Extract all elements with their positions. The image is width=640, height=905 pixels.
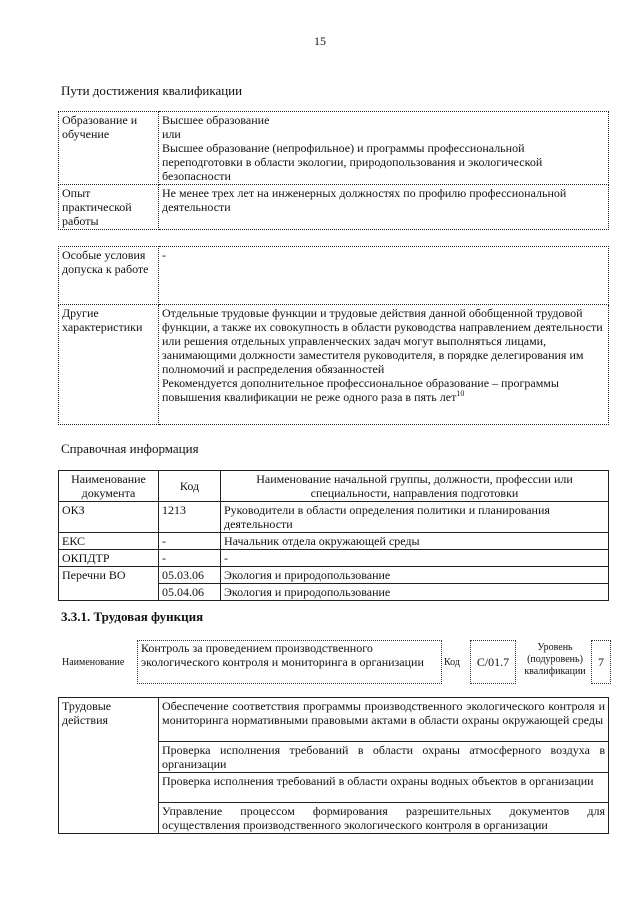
reference-table [58, 470, 609, 601]
row-label: Трудовые действия [59, 698, 159, 834]
row-label: Особые условия допуска к работе [59, 247, 159, 305]
function-level-label: Уровень (подуровень) квалификации [524, 642, 586, 677]
table-row [59, 567, 609, 584]
recommendation-text: Рекомендуется дополнительное профессиональное образование – программы повышения квалификации не реже одного раза в пять лет$^{10}$ [162, 376, 559, 404]
table-row [59, 533, 609, 550]
table-row [59, 185, 609, 230]
action-item: Управление процессом формирования разрешительных документов для осуществления производственного экологического контроля в организации [159, 803, 609, 834]
footnote-mark: 10 [456, 389, 465, 398]
action-item: Обеспечение соответствия программы производственного экологического контроля и мониторинга нормативными правовыми актами в области охраны окружающей среды [159, 698, 609, 742]
column-header: Наименование документа [59, 471, 159, 502]
row-value: Не менее трех лет на инженерных должностях по профилю профессиональной деятельности [159, 185, 609, 230]
function-level-value: 7 [591, 640, 611, 684]
cell-doc: ОКЗ [59, 502, 159, 533]
table-header-row [59, 471, 609, 502]
cell-code: 05.04.06 [159, 584, 221, 601]
function-name-label: Наименование [62, 657, 125, 668]
table-row [59, 112, 609, 185]
column-header: Код [159, 471, 221, 502]
section-heading-function: 3.3.1. Трудовая функция [61, 609, 204, 624]
table-row [59, 502, 609, 533]
cell-doc: ЕКС [59, 533, 159, 550]
cell-name: Экология и природопользование [221, 584, 609, 601]
column-header: Наименование начальной группы, должности, профессии или специальности, направления подготовки [221, 471, 609, 502]
action-item: Проверка исполнения требований в области охраны водных объектов в организации [159, 773, 609, 803]
row-label: Опыт практической работы [59, 185, 159, 230]
conditions-table [58, 246, 609, 425]
qualification-paths-table [58, 111, 609, 230]
function-code-label: Код [444, 657, 460, 668]
cell-doc: ОКПДТР [59, 550, 159, 567]
cell-name: - [221, 550, 609, 567]
labor-actions-table [58, 697, 609, 834]
function-name-value: Контроль за проведением производственного экологического контроля и мониторинга в организации [137, 640, 442, 684]
other-characteristics-text: Отдельные трудовые функции и трудовые действия данной обобщенной трудовой функции, а также их совокупность в области руководства направлением деятельности или решения отдельных управленческих задач могут выполняться лицами, занимающими должности заместителя руководителя, в порядке делегирования им полномочий и распределения обязанностей [162, 306, 603, 376]
table-row [59, 305, 609, 425]
cell-name: Руководители в области определения политики и планирования деятельности [221, 502, 609, 533]
cell-doc: Перечни ВО [59, 567, 159, 601]
page-number: 15 [314, 34, 326, 48]
cell-code: - [159, 533, 221, 550]
cell-code: 1213 [159, 502, 221, 533]
table-row [59, 698, 609, 742]
cell-code: - [159, 550, 221, 567]
cell-name: Начальник отдела окружающей среды [221, 533, 609, 550]
row-value: - [159, 247, 609, 305]
cell-name: Экология и природопользование [221, 567, 609, 584]
row-value [159, 305, 609, 425]
function-code-value: C/01.7 [470, 640, 516, 684]
row-value: Высшее образование или Высшее образование (непрофильное) и программы профессиональной переподготовки в области экологии, природопользования и экологической безопасности [159, 112, 609, 185]
cell-code: 05.03.06 [159, 567, 221, 584]
section-heading-reference: Справочная информация [61, 441, 199, 456]
row-label: Образование и обучение [59, 112, 159, 185]
section-heading-qualification-paths: Пути достижения квалификации [61, 83, 243, 98]
table-row [59, 550, 609, 567]
row-label: Другие характеристики [59, 305, 159, 425]
action-item: Проверка исполнения требований в области охраны атмосферного воздуха в организации [159, 742, 609, 773]
table-row [59, 247, 609, 305]
